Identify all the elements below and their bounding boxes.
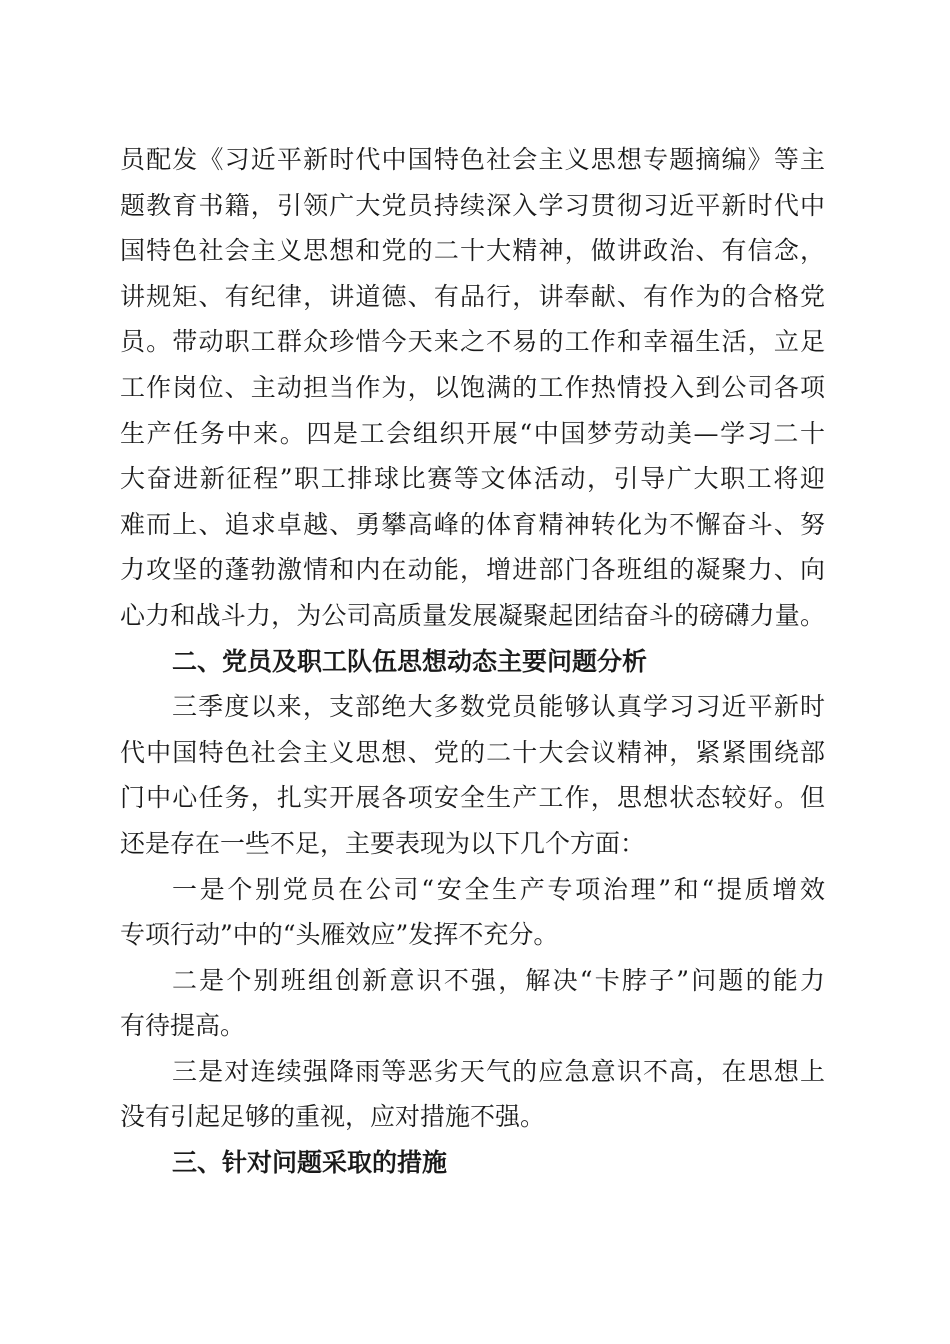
- text-line: 生产任务中来。四是工会组织开展“中国梦劳动美—学习二十: [120, 418, 825, 448]
- text-line: 三是对连续强降雨等恶劣天气的应急意识不高，在思想上: [172, 1056, 825, 1086]
- text-line: 二是个别班组创新意识不强，解决“卡脖子”问题的能力: [172, 965, 825, 995]
- text-line: 专项行动”中的“头雁效应”发挥不充分。: [120, 920, 559, 950]
- text-line: 国特色社会主义思想和党的二十大精神，做讲政治、有信念，: [120, 236, 825, 266]
- text-line: 有待提高。: [120, 1011, 246, 1041]
- text-line: 心力和战斗力，为公司高质量发展凝聚起团结奋斗的磅礴力量。: [120, 600, 825, 630]
- paragraph-issue-1: [120, 867, 825, 958]
- text-line: 一是个别党员在公司“安全生产专项治理”和“提质增效: [172, 874, 825, 904]
- text-line: 大奋进新征程”职工排球比赛等文体活动，引导广大职工将迎: [120, 464, 825, 494]
- text-line: 没有引起足够的重视，应对措施不强。: [120, 1102, 546, 1132]
- paragraph-overview: [120, 684, 825, 866]
- text-line: 讲规矩、有纪律，讲道德、有品行，讲奉献、有作为的合格党: [120, 281, 825, 311]
- text-line: 员配发《习近平新时代中国特色社会主义思想专题摘编》等主: [120, 145, 825, 174]
- text-line: 还是存在一些不足，主要表现为以下几个方面：: [120, 828, 646, 858]
- text-line: 力攻坚的蓬勃激情和内在动能，增进部门各班组的凝聚力、向: [120, 555, 825, 585]
- text-line: 题教育书籍，引领广大党员持续深入学习贯彻习近平新时代中: [120, 190, 825, 220]
- text-line: 代中国特色社会主义思想、党的二十大会议精神，紧紧围绕部: [120, 737, 825, 767]
- text-line: 难而上、追求卓越、勇攀高峰的体育精神转化为不懈奋斗、努: [120, 509, 825, 539]
- paragraph-party-education: [120, 137, 825, 639]
- document-page: [120, 137, 825, 1186]
- section-heading-measures: 三、针对问题采取的措施: [172, 1148, 448, 1178]
- paragraph-issue-3: [120, 1049, 825, 1140]
- text-line: 门中心任务，扎实开展各项安全生产工作，思想状态较好。但: [120, 783, 825, 813]
- paragraph-issue-2: [120, 958, 825, 1049]
- text-line: 三季度以来，支部绝大多数党员能够认真学习习近平新时: [172, 692, 825, 722]
- text-line: 员。带动职工群众珍惜今天来之不易的工作和幸福生活，立足: [120, 327, 825, 357]
- text-line: 工作岗位、主动担当作为，以饱满的工作热情投入到公司各项: [120, 372, 825, 402]
- section-heading-problem-analysis: 二、党员及职工队伍思想动态主要问题分析: [172, 646, 648, 676]
